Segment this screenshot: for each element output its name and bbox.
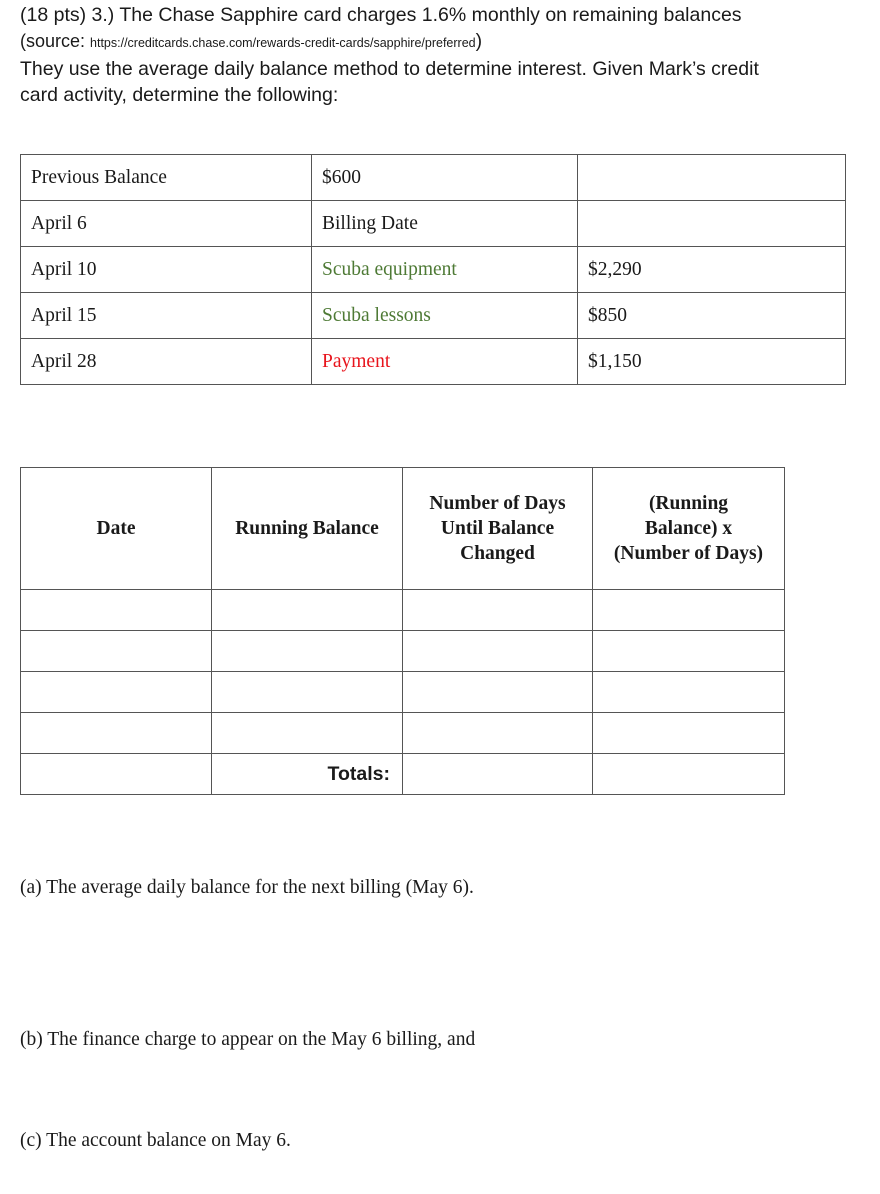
activity-amount: $850 [578,293,846,339]
days-total-cell[interactable] [403,754,593,795]
activity-date: April 15 [21,293,312,339]
activity-table [20,154,846,385]
problem-statement-line4: card activity, determine the following: [20,84,339,106]
activity-description: Billing Date [312,201,578,247]
problem-statement-line3: They use the average daily balance method to determine interest. Given Mark’s credit [20,58,759,80]
activity-date: April 28 [21,339,312,385]
activity-amount [578,155,846,201]
activity-row [21,339,846,385]
table-row [21,590,785,631]
activity-description: Payment [312,339,578,385]
blank-cell[interactable] [21,672,212,713]
blank-cell[interactable] [21,631,212,672]
question-a: (a) The average daily balance for the next billing (May 6). [20,877,474,898]
blank-cell[interactable] [403,713,593,754]
blank-cell[interactable] [593,672,785,713]
blank-cell[interactable] [593,631,785,672]
header-product-line1: (Running [648,493,729,514]
header-number-of-days [403,468,593,590]
source-line [20,28,860,56]
activity-description: Scuba lessons [312,293,578,339]
product-total-cell[interactable] [593,754,785,795]
totals-row [21,754,785,795]
blank-cell[interactable] [212,713,403,754]
table-row [21,672,785,713]
blank-cell[interactable] [403,672,593,713]
blank-cell[interactable] [21,590,212,631]
source-url: https://creditcards.chase.com/rewards-credit-cards/sapphire/preferred [90,36,476,50]
blank-cell[interactable] [403,590,593,631]
blank-cell[interactable] [212,590,403,631]
activity-amount: $2,290 [578,247,846,293]
blank-cell[interactable] [212,672,403,713]
header-days-line1: Number of Days [429,493,566,514]
blank-cell[interactable] [21,754,212,795]
header-days-line3: Changed [460,543,535,564]
header-running-balance: Running Balance [212,468,403,590]
blank-cell[interactable] [212,631,403,672]
activity-row [21,201,846,247]
blank-cell[interactable] [403,631,593,672]
activity-date: April 10 [21,247,312,293]
blank-cell[interactable] [593,713,785,754]
question-c: (c) The account balance on May 6. [20,1130,291,1151]
problem-statement-line1: (18 pts) 3.) The Chase Sapphire card charges 1.6% monthly on remaining balances [20,4,742,26]
table-row [21,713,785,754]
activity-description: $600 [312,155,578,201]
activity-date: Previous Balance [21,155,312,201]
activity-date: April 6 [21,201,312,247]
activity-description: Scuba equipment [312,247,578,293]
header-product-line2: Balance) x [644,518,733,539]
blank-cell[interactable] [593,590,785,631]
table-row [21,631,785,672]
totals-label: Totals: [212,754,403,795]
source-close: ) [475,30,483,52]
header-date: Date [21,468,212,590]
activity-row [21,293,846,339]
activity-amount: $1,150 [578,339,846,385]
problem-header [20,2,860,108]
activity-amount [578,201,846,247]
source-label: (source: [20,31,91,51]
blank-cell[interactable] [21,713,212,754]
header-days-line2: Until Balance [440,518,555,539]
activity-row [21,155,846,201]
header-product [593,468,785,590]
table-header-row [21,468,785,590]
activity-row [21,247,846,293]
header-product-line3: (Number of Days) [613,543,764,564]
question-b: (b) The finance charge to appear on the May 6 billing, and [20,1029,476,1050]
running-balance-table [20,467,785,795]
